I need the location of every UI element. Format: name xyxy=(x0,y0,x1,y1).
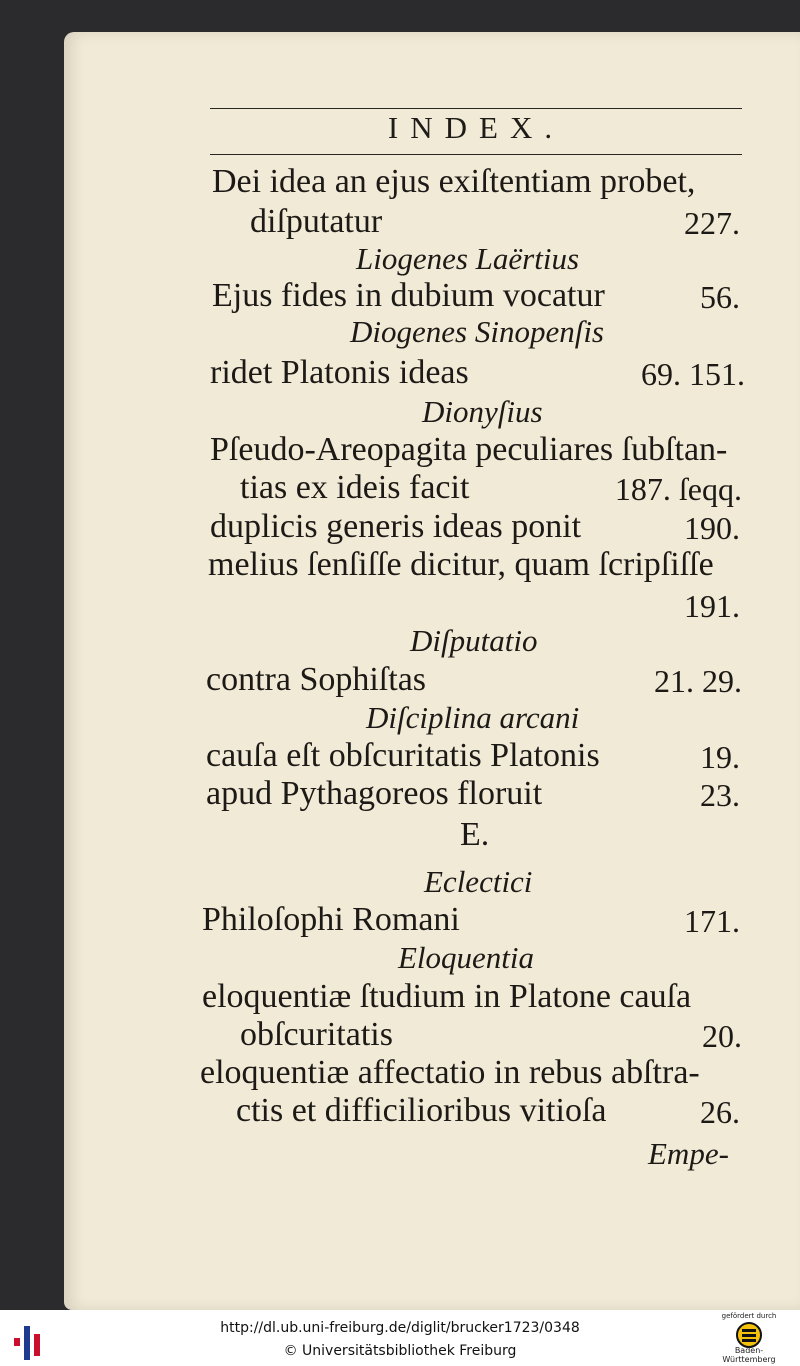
page-ref: 26. xyxy=(700,1094,740,1130)
index-line: apud Pythagoreos floruit xyxy=(206,775,543,812)
page-ref: 20. xyxy=(702,1018,742,1054)
index-heading: Diogenes Sinopenſis xyxy=(350,314,604,349)
permalink-url[interactable]: http://dl.ub.uni-freiburg.de/diglit/brucker1723/0348 xyxy=(220,1320,580,1336)
top-rule xyxy=(210,108,742,109)
index-line: melius ſenſiſſe dicitur, quam ſcripſiſſe xyxy=(208,546,714,583)
index-line: ridet Platonis ideas xyxy=(210,354,469,391)
page-ref: 69. 151. xyxy=(641,356,745,392)
index-line: cauſa eſt obſcuritatis Platonis xyxy=(206,737,600,774)
sponsor-name: Baden-Württemberg xyxy=(722,1346,776,1364)
copyright-notice: © Universitätsbibliothek Freiburg xyxy=(283,1343,517,1359)
sponsor-logo xyxy=(718,1312,780,1364)
page-ref: 187. ſeqq. xyxy=(614,471,742,507)
index-line: eloquentiæ affectatio in rebus abſtra- xyxy=(200,1054,700,1091)
page-ref: 171. xyxy=(684,903,740,939)
index-line: eloquentiæ ſtudium in Platone cauſa xyxy=(202,978,692,1015)
index-line: Dei idea an ejus exiſtentiam probet, xyxy=(212,163,696,200)
page-ref: 23. xyxy=(700,777,740,813)
head-rule xyxy=(210,154,742,155)
index-line: diſputatur xyxy=(250,203,383,240)
index-line: obſcuritatis xyxy=(240,1016,393,1053)
page-ref: 21. 29. xyxy=(654,663,742,699)
index-line: Pſeudo-Areopagita peculiares ſubſtan- xyxy=(210,431,728,468)
sponsor-caption: gefördert durch xyxy=(721,1312,777,1320)
page-ref: 190. xyxy=(684,510,740,546)
index-heading: Liogenes Laërtius xyxy=(356,241,580,276)
index-heading: Diſputatio xyxy=(410,623,538,658)
index-line: contra Sophiſtas xyxy=(206,661,427,698)
index-line: ctis et difficilioribus vitioſa xyxy=(236,1092,607,1129)
page-ref: 191. xyxy=(684,588,740,624)
page-ref: 19. xyxy=(700,739,740,775)
index-heading: Eloquentia xyxy=(398,940,535,975)
index-heading: Eclectici xyxy=(424,864,533,899)
page-ref: 56. xyxy=(700,279,740,315)
running-head: INDEX. xyxy=(387,110,565,145)
catchword: Empe- xyxy=(648,1136,729,1171)
page-ref: 227. xyxy=(684,205,740,241)
index-line: Philoſophi Romani xyxy=(202,901,460,938)
index-heading: Diſciplina arcani xyxy=(366,700,580,735)
section-letter: E. xyxy=(460,816,490,853)
index-line: Ejus fides in dubium vocatur xyxy=(212,277,605,314)
index-line: tias ex ideis facit xyxy=(240,469,470,506)
index-heading: Dionyſius xyxy=(422,394,543,429)
index-line: duplicis generis ideas ponit xyxy=(210,508,582,545)
baden-wuerttemberg-crest-icon xyxy=(736,1322,762,1348)
viewer-footer xyxy=(0,1310,800,1366)
